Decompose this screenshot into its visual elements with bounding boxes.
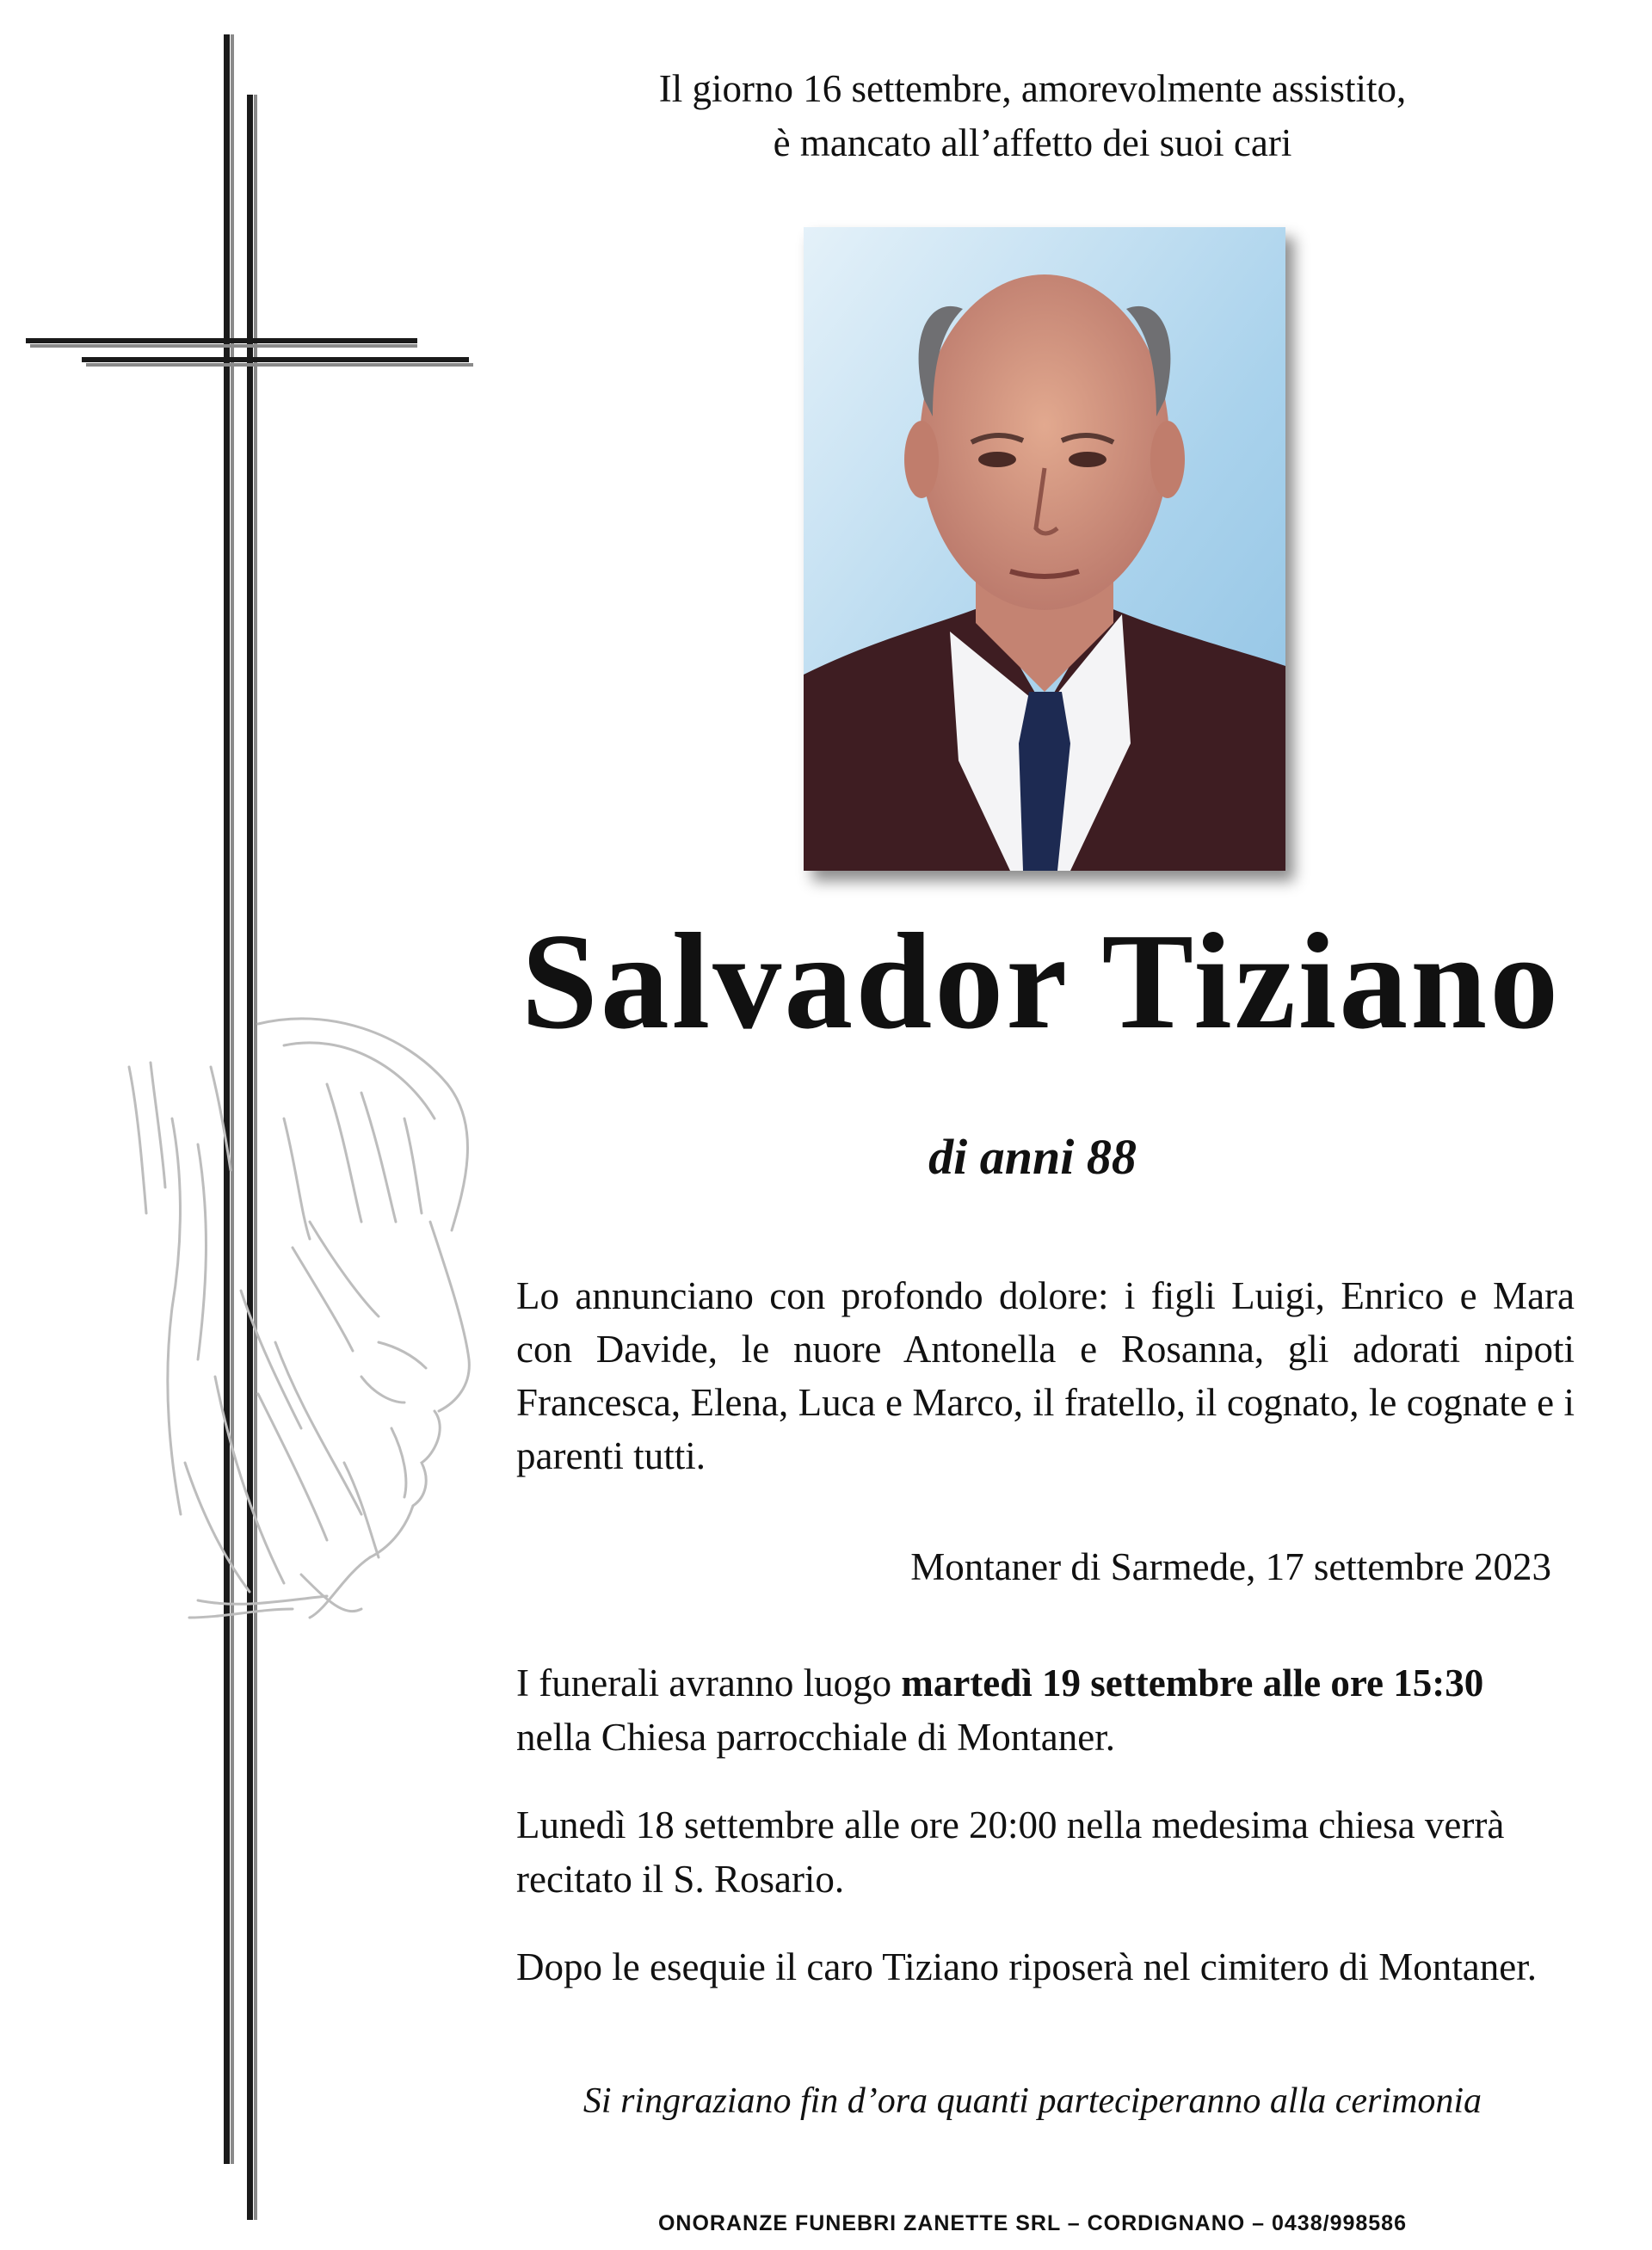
funeral-home-footer: ONORANZE FUNEBRI ZANETTE SRL – CORDIGNANO – 0438/998586 bbox=[657, 2211, 1407, 2235]
funeral-info bbox=[516, 1656, 1575, 1765]
portrait-photo bbox=[804, 227, 1285, 871]
intro-line-1: Il giorno 16 settembre, amorevolmente assistito, bbox=[658, 67, 1407, 110]
rosary-info: Lunedì 18 settembre alle ore 20:00 nella medesima chiesa verrà recitato il S. Rosario. bbox=[516, 1803, 1505, 1901]
funeral-prefix: I funerali avranno luogo bbox=[516, 1661, 902, 1704]
funeral-when: martedì 19 settembre alle ore 15:30 bbox=[901, 1661, 1484, 1704]
cross-decoration bbox=[0, 0, 499, 2250]
intro-line-2: è mancato all’affetto dei suoi cari bbox=[773, 121, 1292, 164]
burial-info: Dopo le esequie il caro Tiziano riposerà nel cimitero di Montaner. bbox=[516, 1945, 1537, 1988]
deceased-age: di anni 88 bbox=[928, 1129, 1137, 1185]
intro-text bbox=[516, 62, 1549, 170]
place-and-date: Montaner di Sarmede, 17 settembre 2023 bbox=[910, 1545, 1551, 1588]
funeral-location: nella Chiesa parrocchiale di Montaner. bbox=[516, 1716, 1115, 1759]
thanks-note: Si ringraziano fin d’ora quanti parteciperanno alla cerimonia bbox=[583, 2081, 1482, 2121]
announcement-paragraph: Lo annunciano con profondo dolore: i figli Luigi, Enrico e Mara con Davide, le nuore Antonella e Rosanna, gli adorati nipoti Francesca, Elena, Luca e Marco, il fratello, il cognato, le cognate e i parenti tutti. bbox=[516, 1274, 1575, 1477]
deceased-name: Salvador Tiziano bbox=[521, 904, 1562, 1057]
christ-sketch-icon bbox=[129, 1019, 469, 1618]
